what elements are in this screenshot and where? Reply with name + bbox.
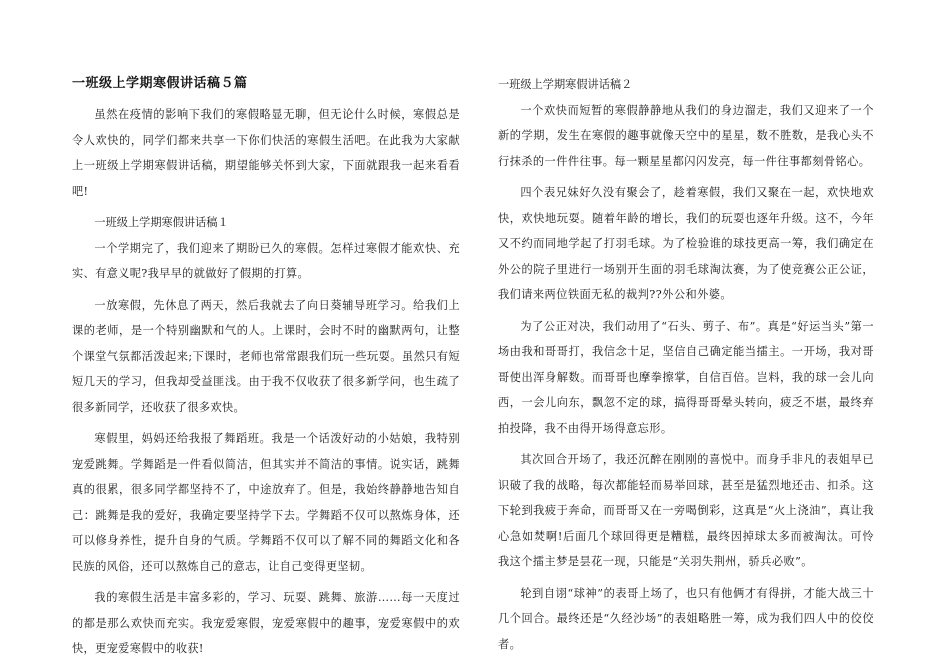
speech-1-paragraph: 寒假里，妈妈还给我报了舞蹈班。我是一个话泼好动的小姑娘，我特别宠爱跳舞。学舞蹈是一件看似简洁，但其实并不简洁的事情。说实话，跳舞真的很累，很多同学都坚持不了，中途放弃了。但是，我始终静静地告知自己：跳舞是我的爱好，我确定要坚持学下去。学舞蹈不仅可以熬炼身体，还可以修身养性，提升自身的气质。学舞蹈不仅可以了解不同的舞蹈文化和各民族的风俗，还可以熬炼自己的意志，让自己变得更坚韧。 — [72, 432, 460, 573]
speech-1-paragraph: 一放寒假，先休息了两天，然后我就去了向日葵辅导班学习。给我们上课的老师，是一个特别幽默和气的人。上课时，会时不时的幽默两句，让整个课堂气氛都活泼起来;下课时，老师也常常跟我们玩一些玩耍。虽然只有短短几天的学习，但我却受益匪浅。由于我不仅收获了很多新学问，也生疏了很多新同学，还收获了很多欢快。 — [72, 298, 460, 414]
intro-paragraph: 虽然在疫情的影响下我们的寒假略显无聊，但无论什么时候，寒假总是令人欢快的，同学们都来共享一下你们快活的寒假生活吧。在此我为大家献上一班级上学期寒假讲话稿，期望能够关怀到大家，下面就跟我一起来看看吧! — [72, 108, 460, 198]
speech-2-paragraph: 一个欢快而短暂的寒假静静地从我们的身边溜走，我们又迎来了一个新的学期，发生在寒假的趣事就像天空中的星星，数不胜数，是我心头不行抹杀的一件件往事。每一颗星星都闪闪发亮，每一件往事都刻骨铭心。 — [498, 103, 874, 168]
left-column — [72, 72, 460, 668]
speech-2-paragraph: 为了公正对决，我们动用了“石头、剪子、布”。真是“好运当头”第一场由我和哥哥打，我信念十足，坚信自己确定能当擂主。一开场，我对哥哥使出浑身解数。而哥哥也摩拳擦掌，自信百倍。岂料，我的球一会儿向西，一会儿向东，飘忽不定的球，搞得哥哥晕头转向，疲乏不堪，最终弃拍投降，我不由得开场得意忘形。 — [498, 319, 874, 435]
speech-1-heading: 一班级上学期寒假讲话稿１ — [94, 216, 229, 229]
speech-2-heading: 一班级上学期寒假讲话稿２ — [498, 78, 633, 91]
speech-2-paragraph: 其次回合开场了，我还沉醉在刚刚的喜悦中。而身手非凡的表姐早已识破了我的战略，每次都能轻而易举回球，甚至是猛烈地还击、扣杀。这下轮到我疲于奔命，而哥哥又在一旁喝倒彩，这真是“火上浇油”，真让我心急如焚啊!后面几个球回得更是糟糕，最终因掉球太多而被淘汰。可怜我这个擂主梦是昙花一现，只能是“关羽失荆州，骄兵必败”。 — [498, 453, 874, 568]
right-column — [498, 72, 874, 663]
document-title: 一班级上学期寒假讲话稿５篇 — [72, 76, 248, 91]
speech-1-paragraph: 我的寒假生活是丰富多彩的，学习、玩耍、跳舞、旅游……每一天度过的都是那么欢快而充实。我宠爱寒假，宠爱寒假中的趣事，宠爱寒假中的欢快，更宠爱寒假中的收获! — [72, 591, 460, 655]
speech-2-paragraph: 四个表兄妹好久没有聚会了，趁着寒假，我们又聚在一起，欢快地欢快，欢快地玩耍。随着年龄的增长，我们的玩耍也逐年升级。这不，今年又不约而同地学起了打羽毛球。为了检验谁的球技更高一筹，我们确定在外公的院子里进行一场别开生面的羽毛球淘汰赛，为了使竞赛公正公证，我们请来两位铁面无私的裁判??外公和外婆。 — [498, 186, 874, 301]
speech-2-paragraph: 轮到自诩“球神”的表哥上场了，也只有他俩才有得拼，才能大战三十几个回合。最终还是“久经沙场”的表姐略胜一筹，成为我们四人中的佼佼者。 — [498, 586, 874, 651]
speech-1-paragraph: 一个学期完了，我们迎来了期盼已久的寒假。怎样过寒假才能欢快、充实、有意义呢?我早早的就做好了假期的打算。 — [72, 241, 460, 280]
